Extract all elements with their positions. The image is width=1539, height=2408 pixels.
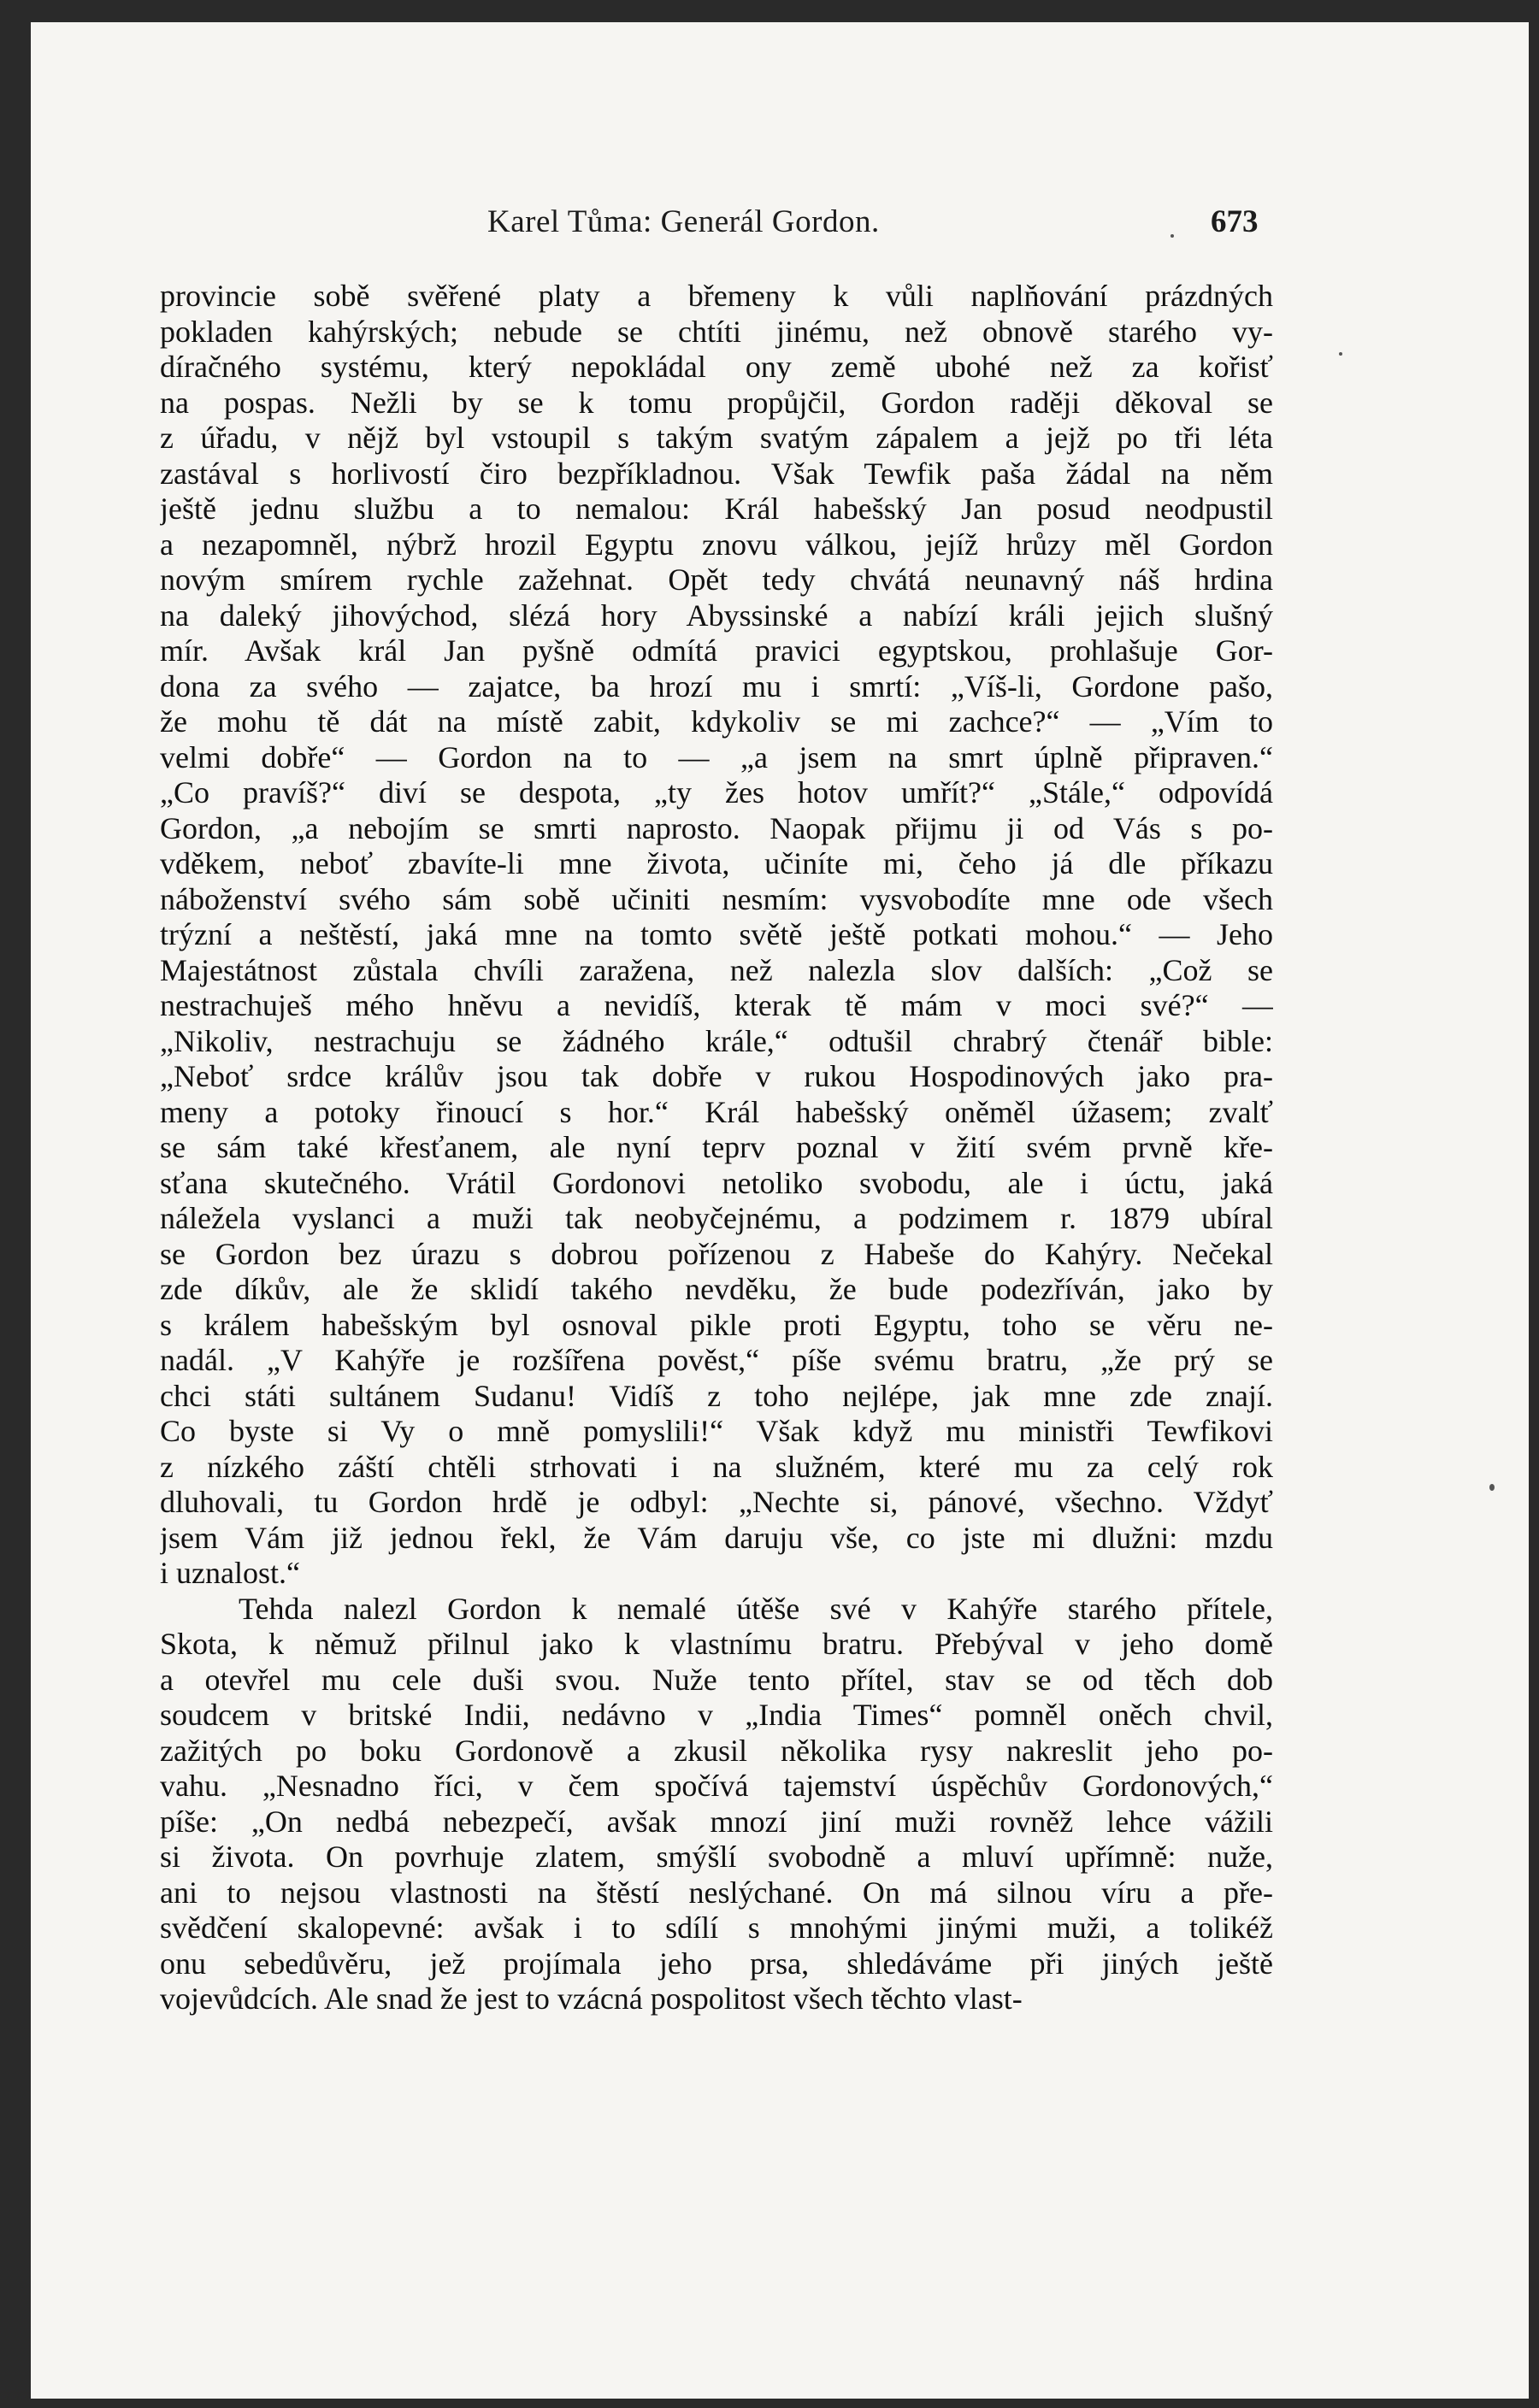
print-speck bbox=[1170, 234, 1174, 238]
text-line: Tehda nalezl Gordon k nemalé útěše své v Kahýře starého přítele, bbox=[239, 1591, 1273, 1626]
print-speck bbox=[1489, 1484, 1495, 1491]
text-line: z úřadu, v nějž byl vstoupil s takým svatým zápalem a jejž po tři léta bbox=[160, 421, 1273, 455]
text-line: „Nikoliv, nestrachuju se žádného krále,“ odtušil chrabrý čtenář bible: bbox=[160, 1023, 1273, 1058]
text-line: a otevřel mu cele duši svou. Nuže tento přítel, stav se od těch dob bbox=[160, 1662, 1273, 1697]
text-line: na daleký jihovýchod, slézá hory Abyssinské a nabízí králi jejich slušný bbox=[160, 598, 1273, 633]
text-line: zastával s horlivostí čiro bezpříkladnou. Však Tewfik paša žádal na něm bbox=[160, 456, 1273, 491]
text-line: zde díkův, ale že sklidí takého nevděku, že bude podezříván, jako by bbox=[160, 1272, 1273, 1306]
text-line: velmi dobře“ — Gordon na to — „a jsem na smrt úplně připraven.“ bbox=[160, 739, 1273, 774]
text-line: novým smírem rychle zažehnat. Opět tedy chvátá neunavný náš hrdina bbox=[160, 562, 1273, 597]
text-line: náboženství svého sám sobě učiniti nesmím: vysvobodíte mne ode všech bbox=[160, 881, 1273, 916]
text-line: trýzní a neštěstí, jaká mne na tomto světě ještě potkati mohou.“ — Jeho bbox=[160, 917, 1273, 951]
text-line: pokladen kahýrských; nebude se chtíti jinému, než obnově starého vy- bbox=[160, 314, 1273, 349]
text-line: „Co pravíš?“ diví se despota, „ty žes hotov umřít?“ „Stále,“ odpovídá bbox=[160, 775, 1273, 810]
text-line: chci státi sultánem Sudanu! Vidíš z toho nejlépe, jak mne zde znají. bbox=[160, 1378, 1273, 1413]
text-line: píše: „On nedbá nebezpečí, avšak mnozí jiní muži rovněž lehce vážili bbox=[160, 1804, 1273, 1839]
text-line: náležela vyslanci a muži tak neobyčejnému, a podzimem r. 1879 ubíral bbox=[160, 1201, 1273, 1235]
body-text bbox=[160, 279, 1273, 2017]
text-line: ještě jednu službu a to nemalou: Král habešský Jan posud neodpustil bbox=[160, 492, 1273, 526]
text-line: se sám také křesťanem, ale nyní teprv poznal v žití svém prvně kře- bbox=[160, 1130, 1273, 1164]
print-speck bbox=[1339, 352, 1342, 356]
text-line: se Gordon bez úrazu s dobrou pořízenou z Habeše do Kahýry. Nečekal bbox=[160, 1236, 1273, 1271]
text-line: zažitých po boku Gordonově a zkusil několika rysy nakreslit jeho po- bbox=[160, 1733, 1273, 1768]
text-line: Majestátnost zůstala chvíli zaražena, než nalezla slov dalších: „Což se bbox=[160, 952, 1273, 987]
text-line: Skota, k němuž přilnul jako k vlastnímu bratru. Přebýval v jeho domě bbox=[160, 1627, 1273, 1661]
text-line: z nízkého záští chtěli strhovati i na služném, které mu za celý rok bbox=[160, 1449, 1273, 1484]
text-line: onu sebedůvěru, jež projímala jeho prsa, shledáváme při jiných ještě bbox=[160, 1946, 1273, 1981]
text-line: vděkem, neboť zbavíte-li mne života, učiníte mi, čeho já dle příkazu bbox=[160, 846, 1273, 880]
text-line: mír. Avšak král Jan pyšně odmítá pravici egyptskou, prohlašuje Gor- bbox=[160, 633, 1273, 668]
text-line: i uznalost.“ bbox=[160, 1556, 300, 1590]
text-line: že mohu tě dát na místě zabit, kdykoliv se mi zachce?“ — „Vím to bbox=[160, 704, 1273, 739]
running-header bbox=[31, 203, 1529, 255]
running-title: Karel Tůma: Generál Gordon. bbox=[487, 204, 880, 239]
text-line: na pospas. Nežli by se k tomu propůjčil, Gordon raději děkoval se bbox=[160, 385, 1273, 420]
text-line: soudcem v britské Indii, nedávno v „India Times“ pomněl oněch chvil, bbox=[160, 1698, 1273, 1732]
text-line: si života. On povrhuje zlatem, smýšlí svobodně a mluví upřímně: nuže, bbox=[160, 1840, 1273, 1874]
text-line: nadál. „V Kahýře je rozšířena pověst,“ píše svému bratru, „že prý se bbox=[160, 1343, 1273, 1377]
text-line: provincie sobě svěřené platy a břemeny k vůli naplňování prázdných bbox=[160, 279, 1273, 313]
text-line: „Neboť srdce králův jsou tak dobře v rukou Hospodinových jako pra- bbox=[160, 1059, 1273, 1093]
page-number: 673 bbox=[1211, 204, 1259, 239]
text-line: jsem Vám již jednou řekl, že Vám daruju vše, co jste mi dlužni: mzdu bbox=[160, 1520, 1273, 1555]
text-line: sťana skutečného. Vrátil Gordonovi netoliko svobodu, ale i úctu, jaká bbox=[160, 1165, 1273, 1200]
text-line: svědčení skalopevné: avšak i to sdílí s mnohými jinými muži, a tolikéž bbox=[160, 1911, 1273, 1945]
text-line: vahu. „Nesnadno říci, v čem spočívá tajemství úspěchův Gordonových,“ bbox=[160, 1769, 1273, 1803]
paragraph bbox=[160, 1592, 1273, 2017]
text-line: vojevůdcích. Ale snad že jest to vzácná pospolitost všech těchto vlast- bbox=[160, 1981, 1023, 2016]
text-line: Co byste si Vy o mně pomyslili!“ Však když mu ministři Tewfikovi bbox=[160, 1414, 1273, 1448]
text-line: s králem habešským byl osnoval pikle proti Egyptu, toho se věru ne- bbox=[160, 1307, 1273, 1342]
text-line: dluhovali, tu Gordon hrdě je odbyl: „Nechte si, pánové, všechno. Vždyť bbox=[160, 1485, 1273, 1519]
text-line: ani to nejsou vlastnosti na štěstí neslýchané. On má silnou víru a pře- bbox=[160, 1875, 1273, 1910]
text-line: Gordon, „a nebojím se smrti naprosto. Naopak přijmu ji od Vás s po- bbox=[160, 810, 1273, 845]
text-line: díračného systému, který nepokládal ony země ubohé než za kořisť bbox=[160, 350, 1273, 384]
text-line: nestrachuješ mého hněvu a nevidíš, kterak tě mám v moci své?“ — bbox=[160, 988, 1273, 1022]
paragraph bbox=[160, 279, 1273, 1592]
text-line: dona za svého — zajatce, ba hrozí mu i smrtí: „Víš-li, Gordone pašo, bbox=[160, 668, 1273, 704]
text-line: meny a potoky řinoucí s hor.“ Král habešský oněměl úžasem; zvalť bbox=[160, 1094, 1273, 1129]
book-page bbox=[31, 22, 1529, 2399]
text-line: a nezapomněl, nýbrž hrozil Egyptu znovu válkou, jejíž hrůzy měl Gordon bbox=[160, 527, 1273, 562]
